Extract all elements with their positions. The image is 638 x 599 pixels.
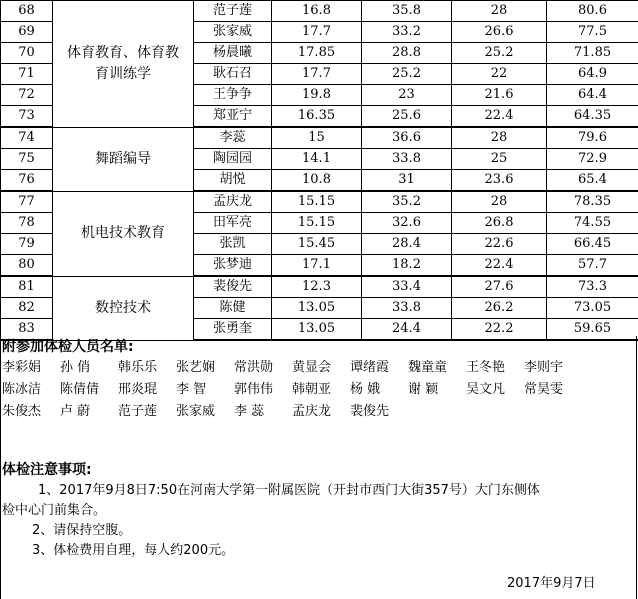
name-cell: 张勇奎 (194, 319, 272, 341)
score-cell-2: 36.6 (362, 127, 452, 149)
total-cell: 64.35 (547, 106, 638, 128)
score-cell-3: 28 (452, 1, 547, 22)
total-cell: 57.7 (547, 255, 638, 277)
notice-item-1-line-1: 1、2017年9月8日7:50在河南大学第一附属医院（开封市西门大街357号）大门东侧体 (38, 483, 540, 498)
attendee-name: 裴俊先 (350, 404, 390, 419)
notice-item-1-line-2: 检中心门前集合。 (2, 503, 107, 518)
score-cell-2: 25.2 (362, 64, 452, 85)
attendee-name: 谢 颖 (408, 382, 439, 397)
attendee-name: 韩乐乐 (118, 360, 158, 375)
score-cell-1: 16.35 (272, 106, 362, 128)
score-cell-2: 33.2 (362, 22, 452, 43)
total-cell: 72.9 (547, 149, 638, 170)
attendee-name: 李 智 (176, 382, 207, 397)
name-cell: 张凯 (194, 234, 272, 255)
major-cell (53, 127, 194, 191)
score-cell-3: 22.4 (452, 106, 547, 128)
name-cell: 田军亮 (194, 213, 272, 234)
attendee-name: 陈冰洁 (2, 382, 42, 397)
score-cell-2: 24.4 (362, 319, 452, 341)
score-cell-3: 22.4 (452, 255, 547, 277)
score-cell-1: 19.8 (272, 85, 362, 106)
attendee-name: 王冬艳 (466, 360, 506, 375)
row-number: 68 (1, 1, 53, 22)
attendee-name: 李彩娟 (2, 360, 42, 375)
score-cell-2: 28.8 (362, 43, 452, 64)
name-cell: 胡悦 (194, 170, 272, 192)
notice-item-3: 3、体检费用自理，每人约200元。 (32, 543, 235, 558)
total-cell: 73.05 (547, 298, 638, 319)
row-number: 72 (1, 85, 53, 106)
attendee-name: 邢炎琨 (118, 382, 158, 397)
row-number: 83 (1, 319, 53, 341)
score-cell-2: 32.6 (362, 213, 452, 234)
total-cell: 64.9 (547, 64, 638, 85)
score-cell-1: 15 (272, 127, 362, 149)
score-cell-3: 25 (452, 149, 547, 170)
table-row (1, 127, 638, 149)
attendees-row-3 (2, 400, 408, 419)
row-number: 79 (1, 234, 53, 255)
score-cell-1: 15.15 (272, 213, 362, 234)
score-cell-3: 21.6 (452, 85, 547, 106)
major-label: 舞蹈编导 (95, 150, 151, 167)
name-cell: 杨晨曦 (194, 43, 272, 64)
total-cell: 78.35 (547, 191, 638, 213)
score-cell-2: 35.8 (362, 1, 452, 22)
attendee-name: 韩朝亚 (292, 382, 332, 397)
score-cell-1: 17.1 (272, 255, 362, 277)
score-cell-1: 16.8 (272, 1, 362, 22)
left-border (0, 336, 1, 599)
notice-title: 体检注意事项: (2, 462, 92, 478)
score-cell-1: 17.7 (272, 22, 362, 43)
attendee-name: 陈倩倩 (60, 382, 100, 397)
attendee-name: 孟庆龙 (292, 404, 332, 419)
major-label: 机电技术教育 (81, 225, 165, 241)
score-cell-1: 17.85 (272, 43, 362, 64)
attendee-name: 张艺娴 (176, 360, 216, 375)
attendee-name: 杨 娥 (350, 382, 381, 397)
score-cell-3: 22.6 (452, 234, 547, 255)
name-cell: 王争争 (194, 85, 272, 106)
attendee-name: 常昊雯 (524, 382, 564, 397)
score-cell-1: 15.45 (272, 234, 362, 255)
name-cell: 范子莲 (194, 1, 272, 22)
total-cell: 66.45 (547, 234, 638, 255)
row-number: 71 (1, 64, 53, 85)
score-cell-2: 33.8 (362, 298, 452, 319)
table-row (1, 1, 638, 22)
score-cell-3: 26.2 (452, 298, 547, 319)
attendees-row-2 (2, 378, 582, 397)
total-cell: 80.6 (547, 1, 638, 22)
score-cell-3: 22 (452, 64, 547, 85)
score-cell-3: 28 (452, 127, 547, 149)
row-number: 80 (1, 255, 53, 277)
score-cell-1: 13.05 (272, 319, 362, 341)
major-label: 体育教育、体育教育训练学 (67, 44, 179, 82)
score-cell-2: 18.2 (362, 255, 452, 277)
row-number: 77 (1, 191, 53, 213)
score-cell-1: 10.8 (272, 170, 362, 192)
score-cell-3: 26.6 (452, 22, 547, 43)
score-cell-2: 25.6 (362, 106, 452, 128)
total-cell: 65.4 (547, 170, 638, 192)
row-number: 73 (1, 106, 53, 128)
name-cell: 裴俊先 (194, 276, 272, 298)
score-cell-1: 12.3 (272, 276, 362, 298)
row-number: 69 (1, 22, 53, 43)
score-cell-3: 23.6 (452, 170, 547, 192)
attendee-name: 常洪勋 (234, 360, 274, 375)
row-number: 76 (1, 170, 53, 192)
right-border (636, 336, 637, 599)
name-cell: 陈健 (194, 298, 272, 319)
row-number: 70 (1, 43, 53, 64)
major-cell (53, 1, 194, 128)
score-cell-2: 23 (362, 85, 452, 106)
name-cell: 陶园园 (194, 149, 272, 170)
attendee-name: 郭伟伟 (234, 382, 274, 397)
table-row (1, 276, 638, 298)
major-cell (53, 276, 194, 340)
total-cell: 74.55 (547, 213, 638, 234)
attendee-name: 范子莲 (118, 404, 158, 419)
name-cell: 张梦迪 (194, 255, 272, 277)
name-cell: 孟庆龙 (194, 191, 272, 213)
row-number: 75 (1, 149, 53, 170)
row-number: 74 (1, 127, 53, 149)
attendee-name: 孙 俏 (60, 360, 91, 375)
total-cell: 79.6 (547, 127, 638, 149)
score-cell-3: 25.2 (452, 43, 547, 64)
score-cell-1: 14.1 (272, 149, 362, 170)
notice-date: 2017年9月7日 (507, 576, 596, 591)
attendee-name: 吴文凡 (466, 382, 506, 397)
score-cell-1: 15.15 (272, 191, 362, 213)
major-label: 数控技术 (95, 299, 151, 316)
total-cell: 77.5 (547, 22, 638, 43)
major-cell (53, 191, 194, 276)
score-cell-3: 27.6 (452, 276, 547, 298)
attendee-name: 卢 蔚 (60, 404, 91, 419)
attendees-title: 附参加体检人员名单: (2, 339, 134, 355)
score-cell-3: 28 (452, 191, 547, 213)
score-cell-2: 33.8 (362, 149, 452, 170)
total-cell: 64.4 (547, 85, 638, 106)
row-number: 78 (1, 213, 53, 234)
attendees-row-1 (2, 356, 582, 375)
total-cell: 73.3 (547, 276, 638, 298)
total-cell: 59.65 (547, 319, 638, 341)
attendee-name: 李则宇 (524, 360, 564, 375)
notice-item-2: 2、请保持空腹。 (32, 523, 132, 538)
row-number: 82 (1, 298, 53, 319)
row-number: 81 (1, 276, 53, 298)
name-cell: 李蕊 (194, 127, 272, 149)
attendee-name: 李 蕊 (234, 404, 265, 419)
score-cell-2: 33.4 (362, 276, 452, 298)
score-cell-1: 13.05 (272, 298, 362, 319)
table-row (1, 191, 638, 213)
name-cell: 张家威 (194, 22, 272, 43)
attendee-name: 张家威 (176, 404, 216, 419)
score-cell-2: 35.2 (362, 191, 452, 213)
attendee-name: 朱俊杰 (2, 404, 42, 419)
score-cell-1: 17.7 (272, 64, 362, 85)
attendee-name: 魏童童 (408, 360, 448, 375)
score-cell-2: 31 (362, 170, 452, 192)
attendee-name: 黄显会 (292, 360, 332, 375)
score-cell-3: 22.2 (452, 319, 547, 341)
total-cell: 71.85 (547, 43, 638, 64)
name-cell: 郑亚宁 (194, 106, 272, 128)
score-cell-2: 28.4 (362, 234, 452, 255)
score-cell-3: 26.8 (452, 213, 547, 234)
name-cell: 耿石召 (194, 64, 272, 85)
attendee-name: 谭绪霞 (350, 360, 390, 375)
